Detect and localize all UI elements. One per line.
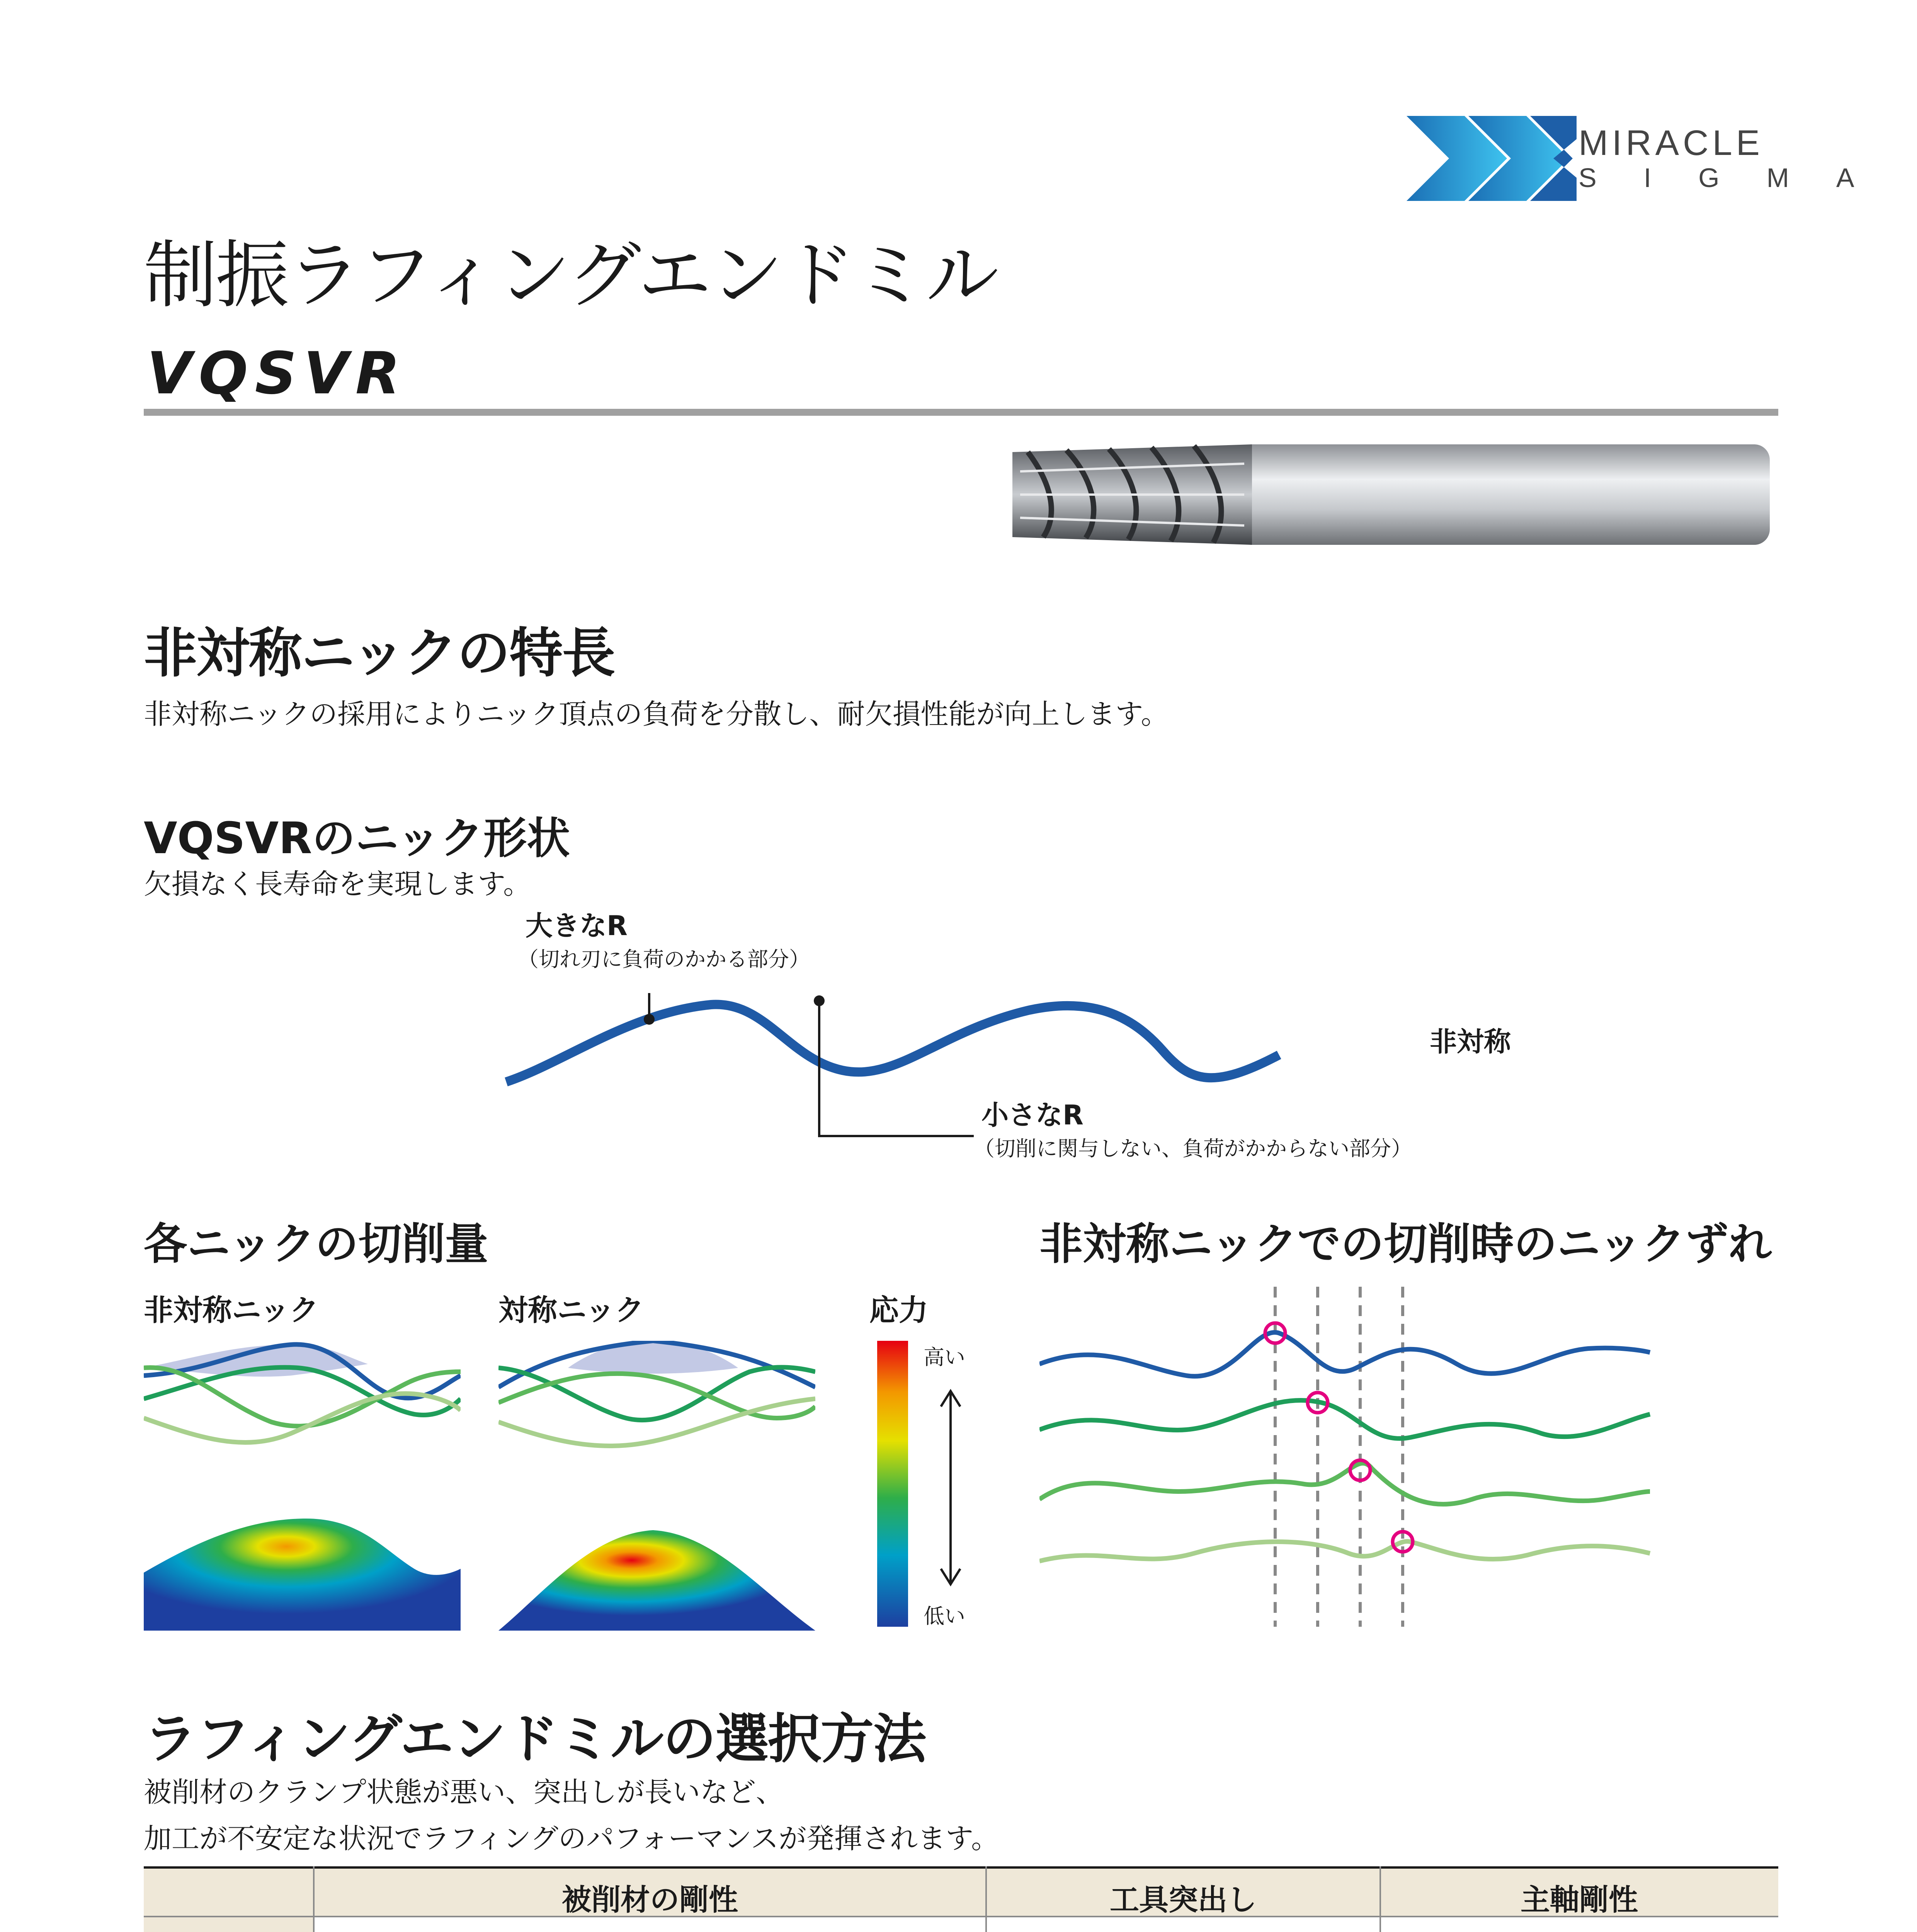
selection-table (144, 1866, 1778, 1932)
nick-shape-heading: VQSVRのニック形状 (144, 813, 570, 864)
small-r-label: 小さなR (981, 1099, 1084, 1131)
brand-line2: SIGMA (1579, 163, 1902, 193)
sym-nick-label: 対称ニック (498, 1293, 644, 1327)
sym-stress-map (498, 1507, 815, 1631)
large-r-label: 大きなR (526, 910, 628, 942)
asym-wave (506, 1005, 1279, 1082)
asym-nick-waves (144, 1341, 461, 1464)
title-rule (144, 409, 1778, 416)
stress-label: 応力 (869, 1293, 928, 1327)
selection-desc-1: 被削材のクランプ状態が悪い、突出しが長いなど、 (144, 1776, 784, 1808)
model-name: VQSVR (147, 340, 407, 407)
nick-shape-desc: 欠損なく長寿命を実現します。 (144, 868, 531, 900)
logo-chevrons (1407, 116, 1577, 201)
asymmetric-nick-diagram (495, 974, 1461, 1151)
stress-scale (869, 1333, 997, 1634)
sym-nick-waves (498, 1341, 815, 1464)
cutting-amount-heading: 各ニックの切削量 (144, 1219, 488, 1269)
brand-line1: MIRACLE (1579, 123, 1764, 163)
asym-nick-label: 非対称ニック (144, 1293, 319, 1327)
feature-heading: 非対称ニックの特長 (144, 622, 615, 684)
page-title: 制振ラフィングエンドミル (144, 233, 998, 318)
stress-colorbar (877, 1341, 908, 1627)
header-spindle-rigidity: 主軸剛性 (1521, 1883, 1638, 1917)
header-tool-overhang: 工具突出し (1110, 1883, 1257, 1917)
asym-label: 非対称 (1430, 1026, 1511, 1058)
small-r-note: （切削に関与しない、負荷がかからない部分） (974, 1136, 1412, 1161)
stress-high-label: 高い (924, 1345, 965, 1369)
selection-heading: ラフィングエンドミルの選択方法 (144, 1708, 926, 1770)
nick-shift-diagram (1039, 1275, 1665, 1631)
asym-stress-map (144, 1507, 461, 1631)
feature-desc: 非対称ニックの採用によりニック頂点の負荷を分散し、耐欠損性能が向上します。 (144, 698, 1169, 730)
large-r-note: （切れ刃に負荷のかかる部分） (518, 947, 810, 971)
stress-low-label: 低い (924, 1604, 965, 1628)
endmill-product-image (1005, 437, 1785, 553)
selection-desc-2: 加工が不安定な状況でラフィングのパフォーマンスが発揮されます。 (144, 1822, 999, 1855)
header-workpiece-rigidity: 被削材の剛性 (562, 1883, 738, 1917)
nick-shift-heading: 非対称ニックでの切削時のニックずれ (1039, 1219, 1772, 1269)
